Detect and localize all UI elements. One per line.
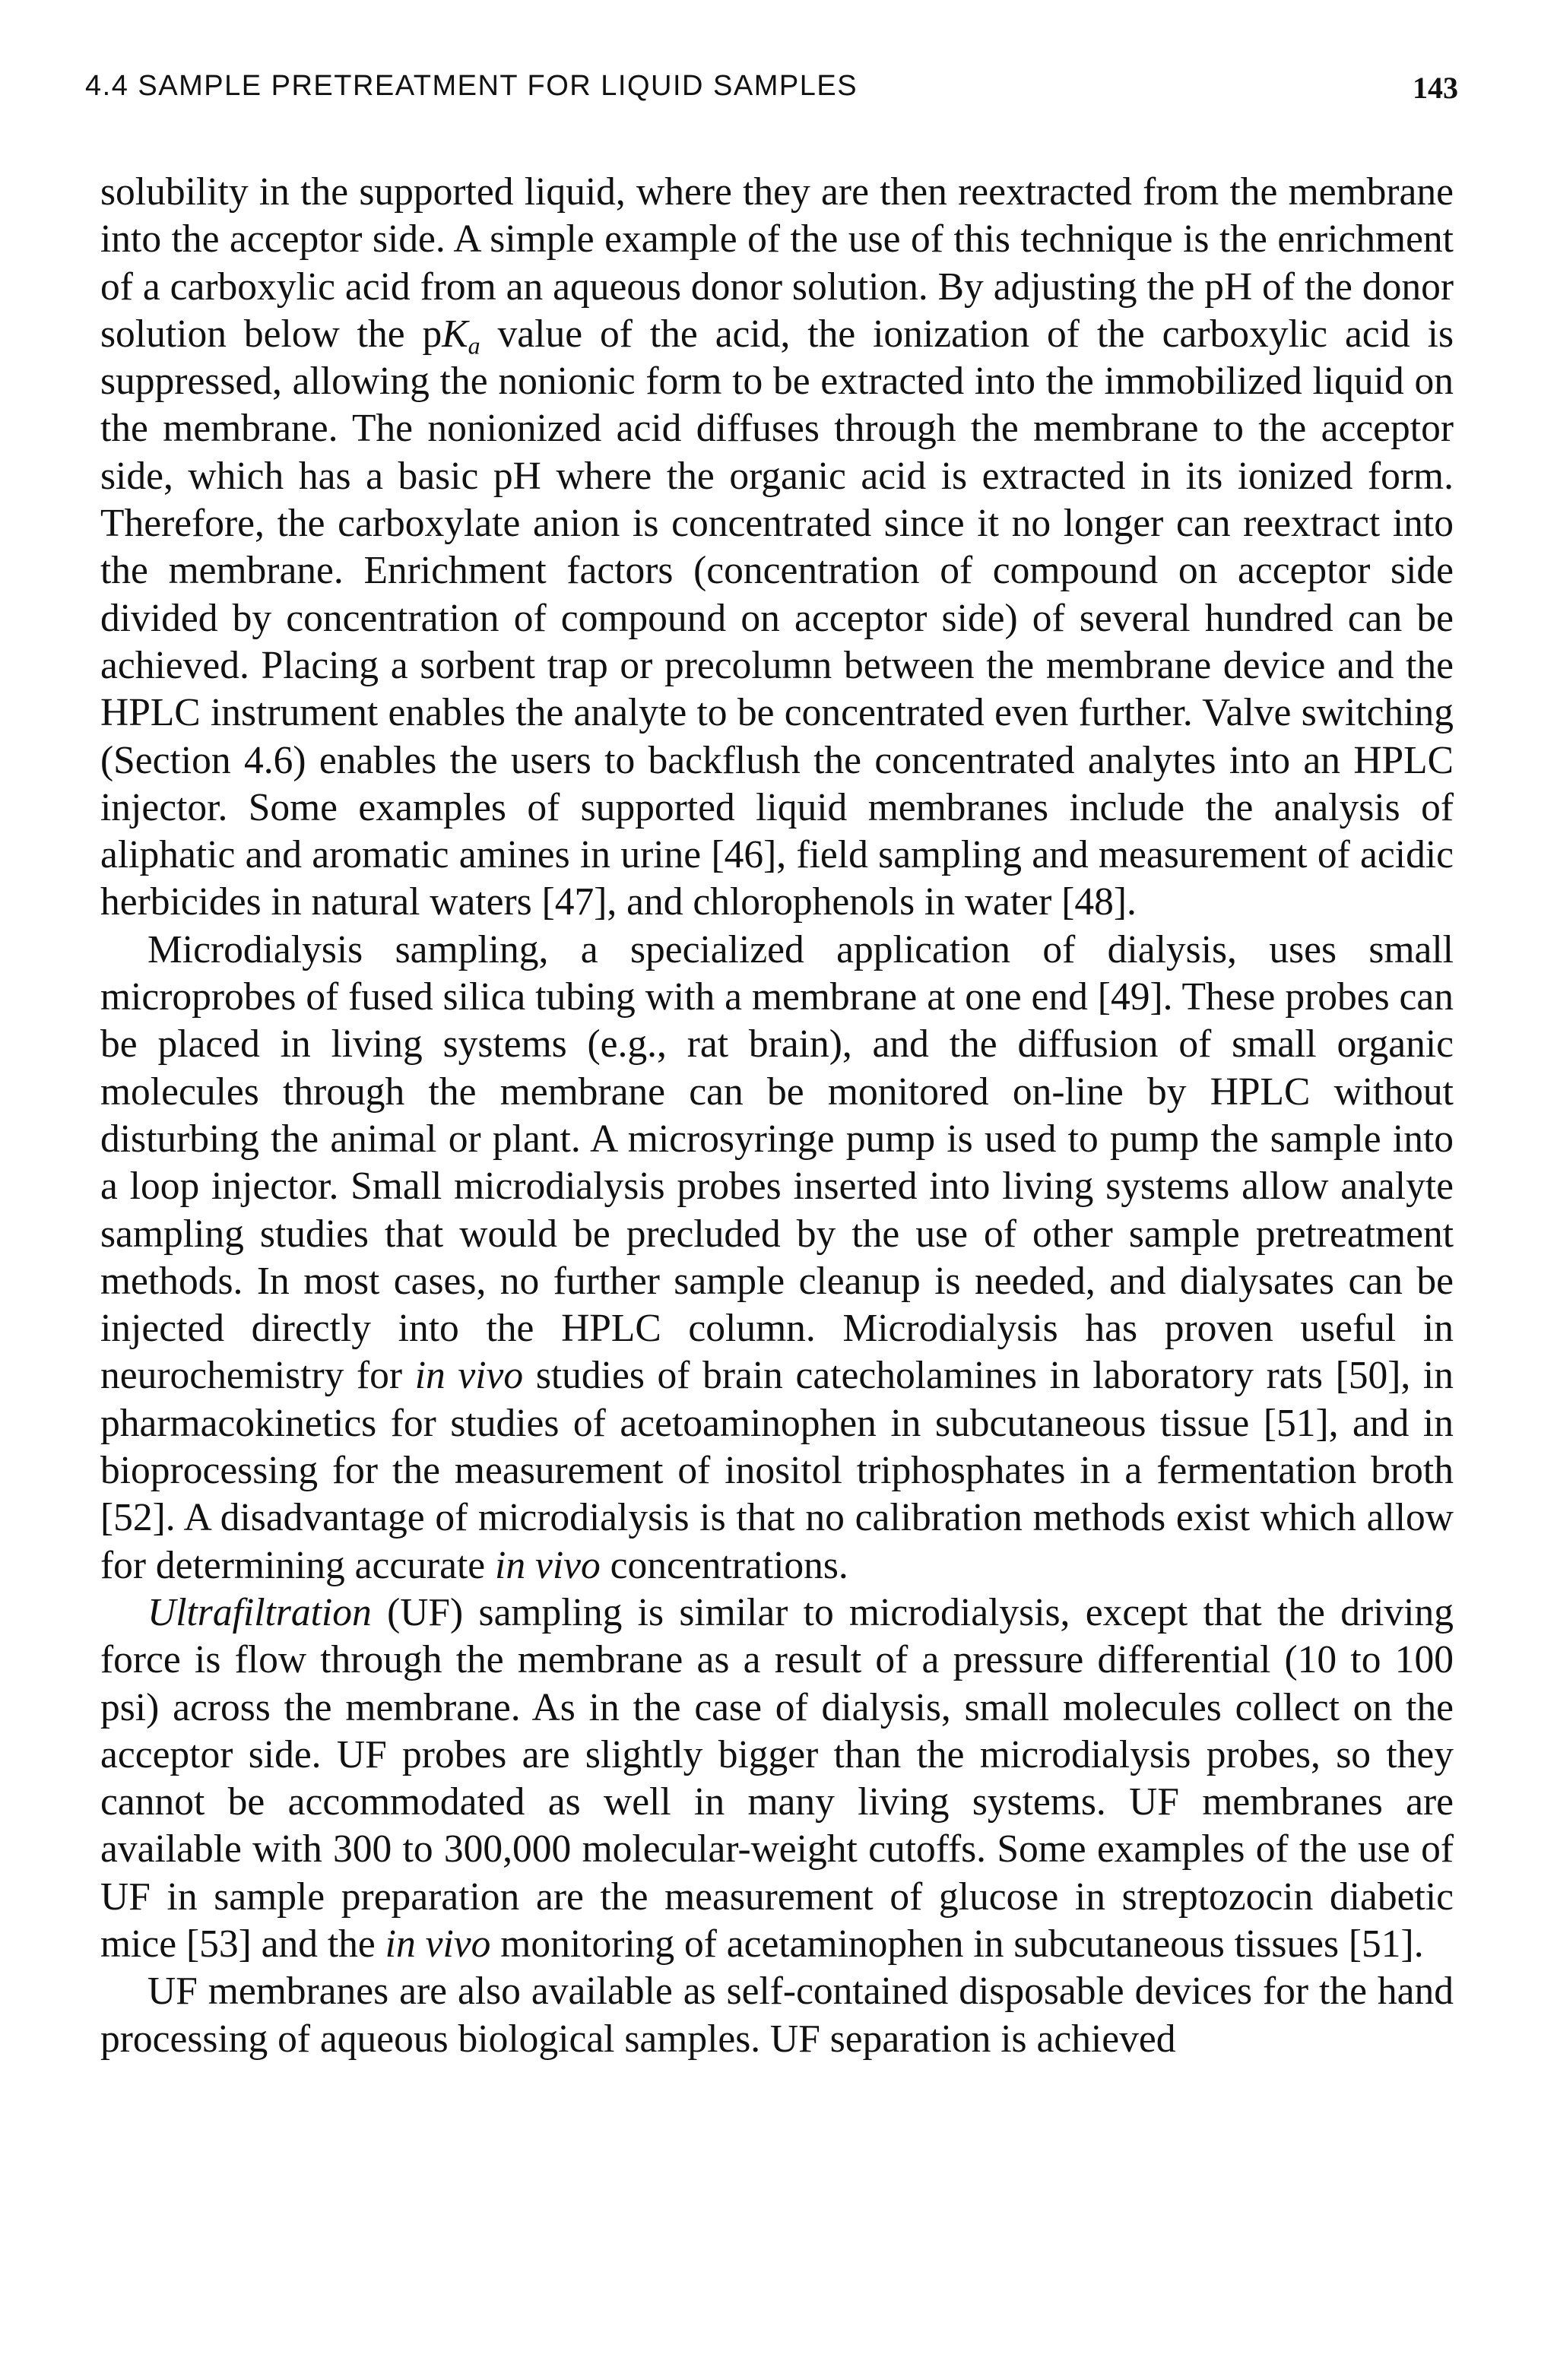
text-run: value of the acid, the ionization of the carboxylic acid is suppressed, allowing the nonionic form to be extracted into the immobilized liquid on the membrane. The nonionized acid diffuses through the membrane to the acceptor side, which has a basic pH where the organic acid is extracted in its ionized form. Therefore, the carboxylate anion is concentrated since it no longer can reextract into the membrane. Enrichment factors (concentration of compound on acceptor side divided by concentration of compound on acceptor side) of several hundred can be achieved. Placing a sorbent trap or precolumn between the membrane device and the HPLC instrument enables the analyte to be concentrated even further. Valve switching (Section 4.6) enables the users to backflush the concentrated analytes into an HPLC injector. Some examples of supported liquid membranes include the analysis of aliphatic and aromatic amines in urine [46], field sampling and measurement of acidic herbicides in natural waters [47], and chlorophenols in water [48]. <box>100 312 1454 924</box>
running-head <box>85 70 1458 116</box>
pka-subscript: a <box>468 332 480 360</box>
paragraph-uf-devices <box>100 1968 1454 2063</box>
text-run: (UF) sampling is similar to microdialysis, except that the driving force is flow through the membrane as a result of a pressure differential (10 to 100 psi) across the membrane. As in the case of dialysis, small molecules collect on the acceptor side. UF probes are slightly bigger than the microdialysis probes, so they cannot be accommodated as well in many living systems. UF membranes are available with 300 to 300,000 molecular-weight cutoffs. Some examples of the use of UF in sample preparation are the measurement of glucose in streptozocin diabetic mice [53] and the <box>100 1590 1454 1966</box>
italic-term: in vivo <box>414 1354 524 1398</box>
paragraph-ultrafiltration <box>100 1589 1454 1968</box>
text-run: concentrations. <box>600 1543 848 1587</box>
text-run: studies of brain catecholamines in laboratory rats [50], in pharmacokinetics for studies of acetoaminophen in subcutaneous tissue [51], and in bioprocessing for the measurement of inositol triphosphates in a fermentation broth [52]. A disadvantage of microdialysis is that no calibration methods exist which allow for determining accurate <box>100 1354 1454 1587</box>
text-run: monitoring of acetaminophen in subcutaneous tissues [51]. <box>490 1922 1424 1966</box>
text-run: Microdialysis sampling, a specialized application of dialysis, uses small microprobes of fused silica tubing with a membrane at one end [49]. These probes can be placed in living systems (e.g., rat brain), and the diffusion of small organic molecules through the membrane can be monitored on-line by HPLC without disturbing the animal or plant. A microsyringe pump is used to pump the sample into a loop injector. Small microdialysis probes inserted into living systems allow analyte sampling studies that would be precluded by the use of other sample pretreatment methods. In most cases, no further sample cleanup is needed, and dialysates can be injected directly into the HPLC column. Microdialysis has proven useful in neurochemistry for <box>100 927 1454 1398</box>
italic-term: in vivo <box>495 1543 601 1587</box>
page-number: 143 <box>1413 71 1458 105</box>
text-run: UF membranes are also available as self-contained disposable devices for the hand processing of aqueous biological samples. UF separation is achieved <box>100 1970 1454 2061</box>
italic-term: Ultrafiltration <box>147 1590 372 1634</box>
paragraph-microdialysis <box>100 927 1454 1589</box>
pka-symbol: K <box>442 312 468 356</box>
body-text <box>100 169 1454 2063</box>
section-title: 4.4 SAMPLE PRETREATMENT FOR LIQUID SAMPLES <box>85 70 858 102</box>
text-run: solubility in the supported liquid, where they are then reextracted from the membrane into the acceptor side. A simple example of the use of this technique is the enrichment of a carboxylic acid from an aqueous donor solution. By adjusting the pH of the donor solution below the p <box>100 170 1454 356</box>
italic-term: in vivo <box>385 1922 491 1966</box>
paragraph-supported-liquid-membranes <box>100 169 1454 927</box>
